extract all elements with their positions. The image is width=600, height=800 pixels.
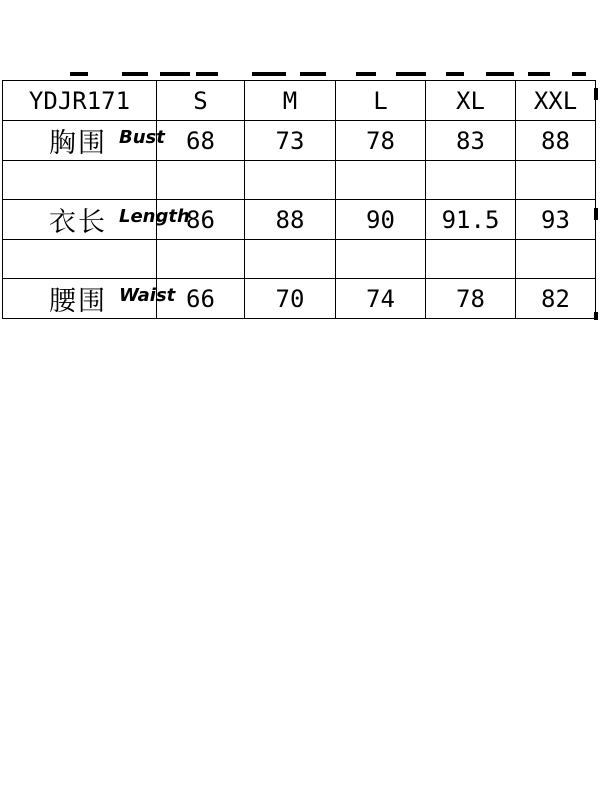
table-row-waist (3, 279, 596, 319)
size-header-xl: XL (426, 81, 516, 121)
empty-cell (3, 240, 157, 279)
table-cell: 93 (516, 200, 596, 240)
row-label-zh: 胸围 (49, 128, 107, 159)
table-cell: 66 (157, 279, 245, 319)
empty-cell (3, 161, 157, 200)
table-cell: 88 (245, 200, 336, 240)
table-cell: 83 (426, 121, 516, 161)
empty-cell (157, 161, 245, 200)
table-cell: 68 (157, 121, 245, 161)
table-cell: 88 (516, 121, 596, 161)
size-header-m: M (245, 81, 336, 121)
header-row (3, 81, 596, 121)
empty-cell (157, 240, 245, 279)
row-label-length (3, 200, 190, 240)
empty-row (3, 240, 596, 279)
table-row-bust (3, 121, 596, 161)
size-table (2, 80, 596, 319)
table-cell: 86 (157, 200, 245, 240)
empty-cell (336, 240, 426, 279)
cropped-header-text (0, 72, 600, 80)
table-cell: 74 (336, 279, 426, 319)
size-header-l: L (336, 81, 426, 121)
table-cell: 90 (336, 200, 426, 240)
empty-cell (516, 240, 596, 279)
size-header-xxl: XXL (516, 81, 596, 121)
table-row-length (3, 200, 596, 240)
table-cell: 78 (336, 121, 426, 161)
empty-cell (516, 161, 596, 200)
size-chart-sheet (0, 0, 600, 330)
empty-row (3, 161, 596, 200)
table-cell: 70 (245, 279, 336, 319)
empty-cell (245, 161, 336, 200)
table-cell: 91.5 (426, 200, 516, 240)
empty-cell (245, 240, 336, 279)
table-cell: 78 (426, 279, 516, 319)
row-label-bust (3, 121, 165, 161)
row-label-zh: 腰围 (49, 286, 107, 317)
table-cell: 73 (245, 121, 336, 161)
row-label-en: Waist (119, 285, 176, 306)
row-label-en: Bust (119, 127, 165, 148)
empty-cell (426, 240, 516, 279)
row-label-en: Length (119, 206, 190, 227)
size-header-s: S (157, 81, 245, 121)
empty-cell (426, 161, 516, 200)
cropped-right-edge (594, 80, 600, 320)
table-cell: 82 (516, 279, 596, 319)
row-label-zh: 衣长 (49, 207, 107, 238)
model-number: YDJR171 (3, 81, 157, 121)
empty-cell (336, 161, 426, 200)
row-label-waist (3, 279, 176, 319)
